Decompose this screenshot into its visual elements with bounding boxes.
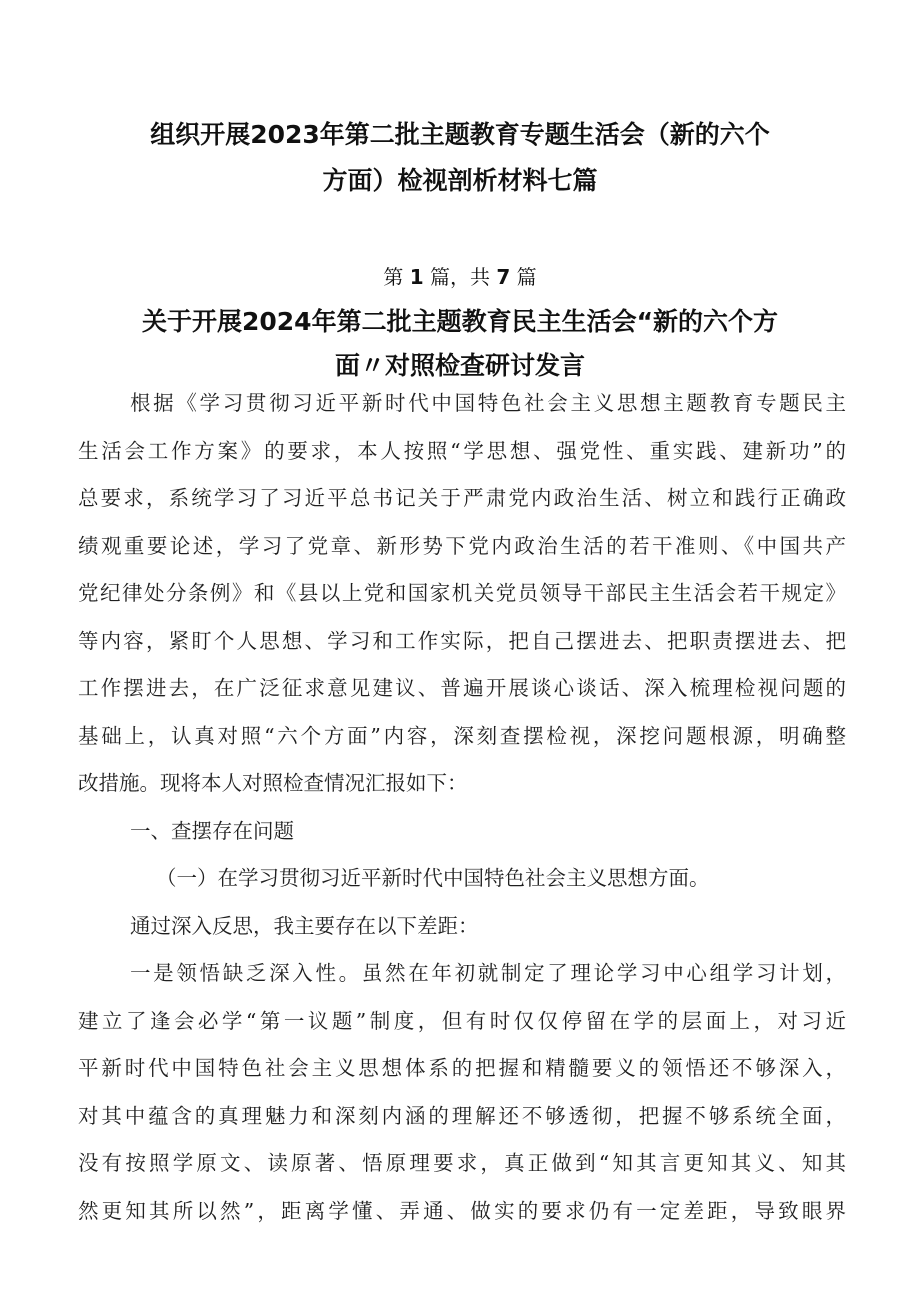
paragraph-line: 党纪律处分条例》和《县以上党和国家机关党员领导干部民主生活会若干规定》 — [78, 581, 846, 605]
paragraph-line: 一是领悟缺乏深入性。虽然在年初就制定了理论学习中心组学习计划， — [130, 961, 846, 985]
paragraph-line: 工作摆进去，在广泛征求意见建议、普遍开展谈心谈话、深入梳理检视问题的 — [78, 676, 846, 700]
part-counter-suffix: 篇 — [516, 265, 537, 289]
paragraph-line: 没有按照学原文、读原著、悟原理要求，真正做到“知其言更知其义、知其 — [78, 1151, 846, 1175]
part-counter — [60, 262, 860, 292]
part-counter-middle: 篇，共 — [430, 265, 490, 289]
heading-line: 一、查摆存在问题 — [130, 818, 294, 843]
paragraph-line: 基础上，认真对照“六个方面”内容，深刻查摆检视，深挖问题根源，明确整 — [78, 723, 846, 748]
part-counter-total: 7 — [496, 265, 511, 289]
paragraph-line: 建立了逢会必学“第一议题”制度，但有时仅仅停留在学的层面上，对习近 — [78, 1008, 846, 1033]
body-text — [78, 380, 846, 1235]
paragraph-line: 然更知其所以然”，距离学懂、弄通、做实的要求仍有一定差距，导致眼界 — [78, 1198, 846, 1223]
paragraph-line: 通过深入反思，我主要存在以下差距： — [130, 913, 479, 938]
paragraph-line: 平新时代中国特色社会主义思想体系的把握和精髓要义的领悟还不够深入， — [78, 1056, 846, 1080]
document-title — [60, 112, 860, 204]
paragraph-line: 改措施。现将本人对照检查情况汇报如下： — [78, 771, 468, 795]
paragraph-line: 根据《学习贯彻习近平新时代中国特色社会主义思想主题教育专题民主 — [130, 391, 846, 415]
paragraph-line: 对其中蕴含的真理魅力和深刻内涵的理解还不够透彻，把握不够系统全面， — [78, 1103, 846, 1128]
part-counter-current: 1 — [409, 265, 424, 289]
document-title-line-2: 方面）检视剖析材料七篇 — [322, 166, 598, 195]
section-title — [60, 300, 860, 388]
part-counter-prefix: 第 — [383, 265, 404, 289]
paragraph-line: 等内容，紧盯个人思想、学习和工作实际，把自己摆进去、把职责摆进去、把 — [78, 628, 846, 653]
paragraph-line: 生活会工作方案》的要求，本人按照“学思想、强党性、重实践、建新功”的 — [78, 438, 846, 463]
paragraph-line: 绩观重要论述，学习了党章、新形势下党内政治生活的若干准则、《中国共产 — [78, 533, 846, 558]
subheading-line: （一）在学习贯彻习近平新时代中国特色社会主义思想方面。 — [156, 866, 710, 890]
document-title-line-1: 组织开展2023年第二批主题教育专题生活会（新的六个 — [150, 120, 770, 149]
section-title-line-1: 关于开展2024年第二批主题教育民主生活会“新的六个方 — [141, 307, 778, 336]
paragraph-line: 总要求，系统学习了习近平总书记关于严肃党内政治生活、树立和践行正确政 — [78, 486, 846, 510]
section-title-line-2: 面〃对照检查研讨发言 — [334, 351, 585, 380]
